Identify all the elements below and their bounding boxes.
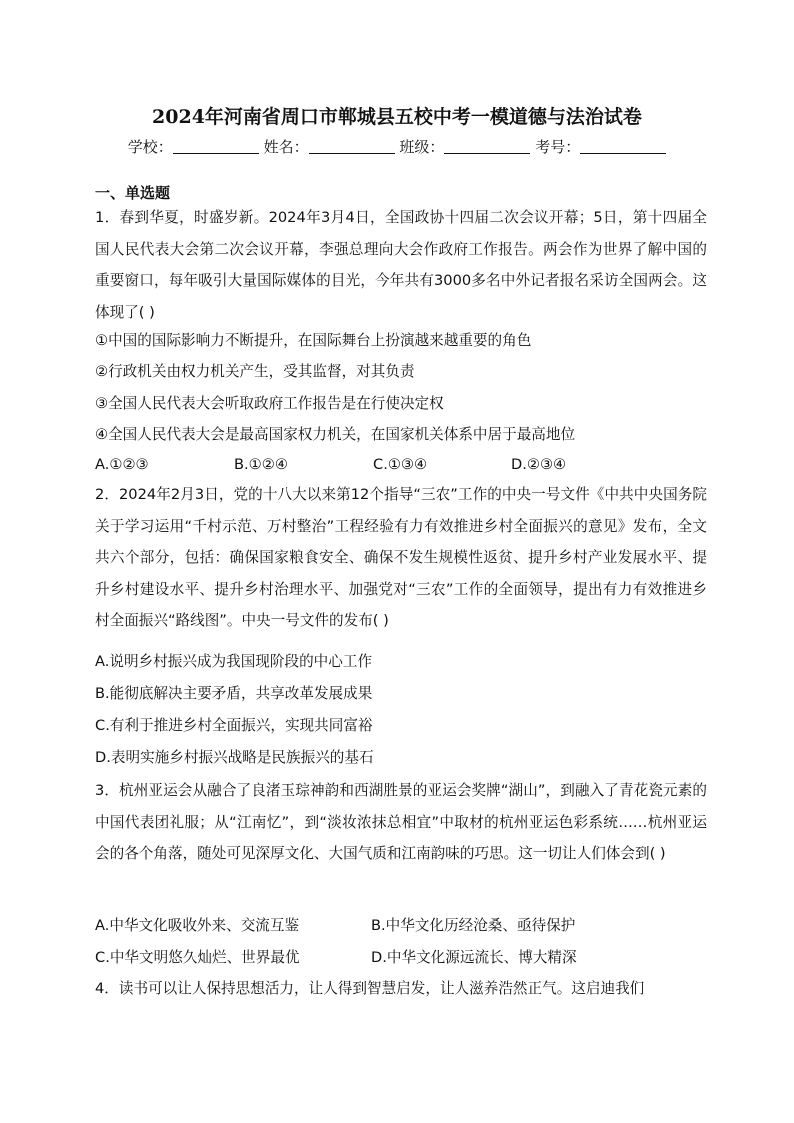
question-1-item-4: ④全国人民代表大会是最高国家权力机关，在国家机关体系中居于最高地位: [95, 426, 576, 443]
question-2-option-d[interactable]: D.表明实施乡村振兴战略是民族振兴的基石: [95, 749, 374, 766]
question-1-option-c[interactable]: C.①③④: [373, 456, 428, 473]
question-1-item-2: ②行政机关由权力机关产生，受其监督，对其负责: [95, 363, 415, 380]
question-3-option-b[interactable]: B.中华文化历经沧桑、亟待保护: [371, 917, 576, 934]
question-1-item-3: ③全国人民代表大会听取政府工作报告是在行使决定权: [95, 395, 444, 412]
question-3-option-c[interactable]: C.中华文明悠久灿烂、世界最优: [95, 949, 300, 966]
question-1-option-b[interactable]: B.①②④: [234, 456, 288, 473]
question-2-option-c[interactable]: C.有利于推进乡村全面振兴，实现共同富裕: [95, 717, 373, 734]
class-blank[interactable]: [444, 139, 530, 154]
question-3-option-a[interactable]: A.中华文化吸收外来、交流互鉴: [95, 917, 300, 934]
section-heading: 一、单选题: [95, 184, 171, 202]
question-2-option-a[interactable]: A.说明乡村振兴成为我国现阶段的中心工作: [95, 653, 373, 670]
question-2-option-b[interactable]: B.能彻底解决主要矛盾，共享改革发展成果: [95, 685, 373, 702]
page-title: 2024年河南省周口市郸城县五校中考一模道德与法治试卷: [152, 106, 642, 128]
question-1-item-1: ①中国的国际影响力不断提升，在国际舞台上扮演越来越重要的角色: [95, 332, 532, 349]
name-label: 姓名：: [263, 138, 309, 156]
question-3-stem: 3．杭州亚运会从融合了良渚玉琮神韵和西湖胜景的亚运会奖牌“湖山”，到融入了青花瓷元素的中国代表团礼服；从“江南忆”，到“淡妆浓抹总相宜”中取材的杭州亚运色彩系统……杭州亚运会的各个角落，随处可见深厚文化、大国气质和江南韵味的巧思。这一切让人们体会到( ): [95, 782, 707, 862]
question-2-stem: 2．2024年2月3日，党的十八大以来第12个指导“三农”工作的中央一号文件《中共中央国务院关于学习运用“千村示范、万村整治”工程经验有力有效推进乡村全面振兴的意见》发布，全文共六个部分，包括：确保国家粮食安全、确保不发生规模性返贫、提升乡村产业发展水平、提升乡村建设水平、提升乡村治理水平、加强党对“三农”工作的全面领导，提出有力有效推进乡村全面振兴“路线图”。中央一号文件的发布( ): [95, 486, 707, 629]
class-label: 班级：: [399, 138, 445, 156]
school-blank[interactable]: [173, 139, 259, 154]
school-label: 学校：: [127, 138, 173, 156]
student-info-row: [0, 136, 794, 157]
question-3-option-d[interactable]: D.中华文化源远流长、博大精深: [371, 949, 577, 966]
question-1-stem: 1．春到华夏，时盛岁新。2024年3月4日，全国政协十四届二次会议开幕；5日，第十四届全国人民代表大会第二次会议开幕，李强总理向大会作政府工作报告。两会作为世界了解中国的重要窗口，每年吸引大量国际媒体的目光，今年共有3000多名中外记者报名采访全国两会。这体现了( ): [95, 209, 707, 321]
question-1-option-a[interactable]: A.①②③: [95, 456, 149, 473]
number-label: 考号：: [535, 138, 581, 156]
question-4-stem: 4．读书可以让人保持思想活力，让人得到智慧启发，让人滋养浩然正气。这启迪我们: [95, 980, 645, 997]
number-blank[interactable]: [580, 139, 666, 154]
name-blank[interactable]: [309, 139, 395, 154]
question-1-option-d[interactable]: D.②③④: [511, 456, 567, 473]
